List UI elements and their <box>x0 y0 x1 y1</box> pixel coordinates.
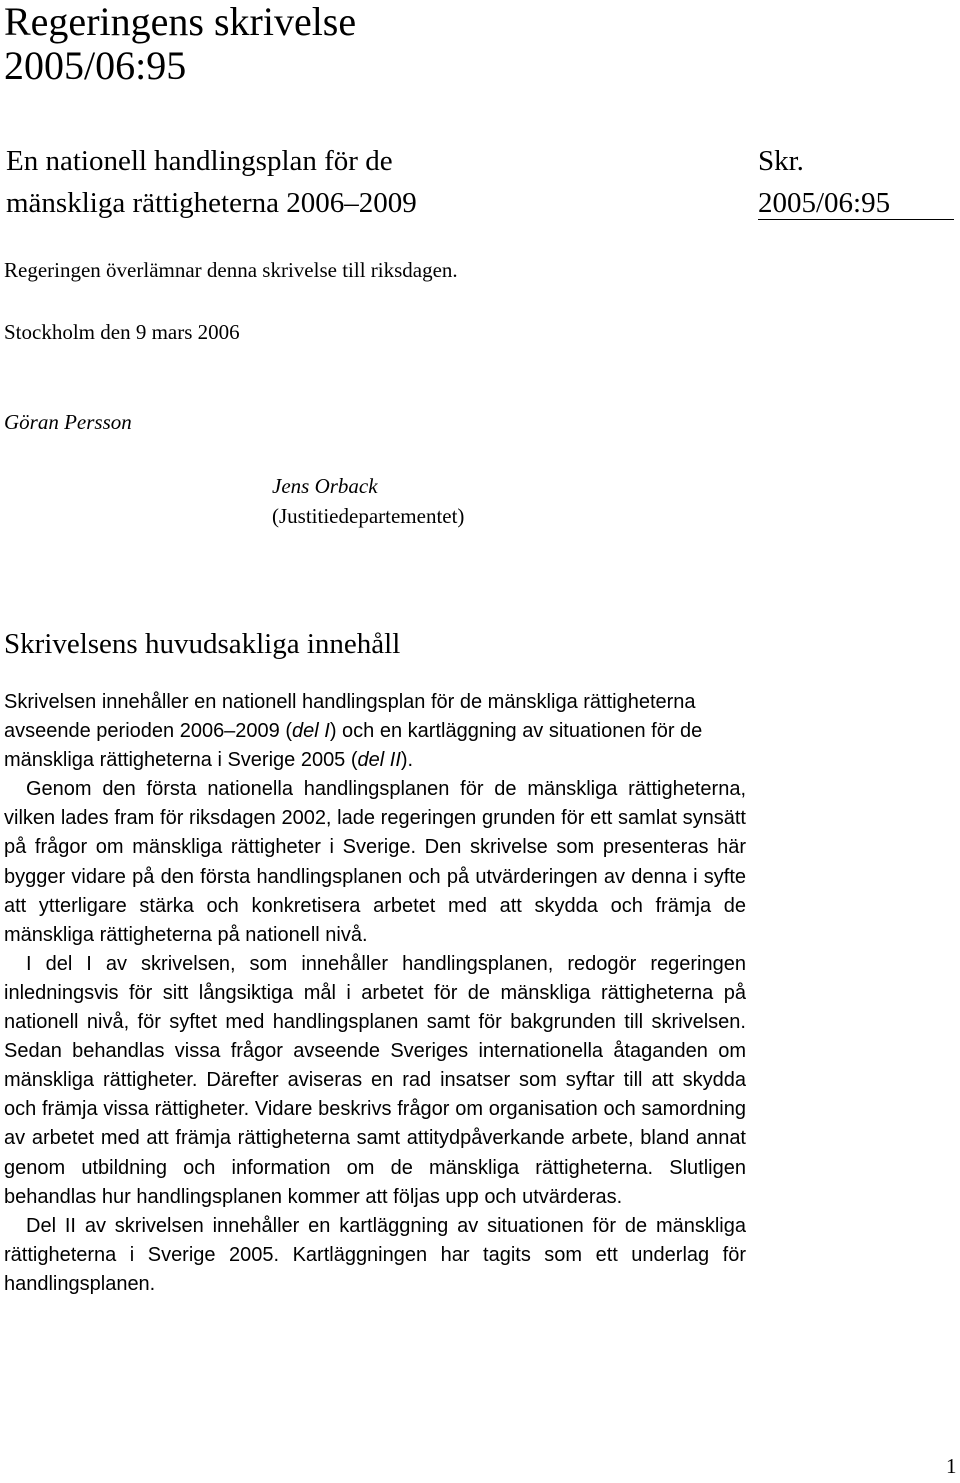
summary-paragraph-4: Del II av skrivelsen innehåller en kartläggning av situationen för de mänskliga rättigheterna i Sverige 2005. Kartläggningen har tagits som ett underlag för handlingsplanen. <box>4 1214 746 1295</box>
document-title-line-1: Regeringens skrivelse <box>4 0 357 44</box>
document-title <box>4 0 356 88</box>
subject-title <box>6 140 417 224</box>
place-and-date: Stockholm den 9 mars 2006 <box>4 320 240 344</box>
header-rule <box>758 219 954 220</box>
subject-title-line-1: En nationell handlingsplan för de <box>6 145 393 177</box>
department-name: (Justitiedepartementet) <box>272 504 465 528</box>
signatory-minister: Jens Orback <box>272 474 378 498</box>
document-reference <box>758 140 890 224</box>
summary-paragraph-2: Genom den första nationella handlingsplanen för de mänskliga rättigheterna, vilken lades fram för riksdagen 2002, lade regeringen grunden för ett samlat synsätt på frågor om mänskliga rättigheter i Sverige. Den skrivelse som presenteras här bygger vidare på den första handlingsplanen och på utvärderingen av denna i syfte att ytterligare stärka och konkretisera arbetet med att skydda och främja de mänskliga rättigheterna på nationell nivå. <box>4 778 746 946</box>
summary-body <box>4 688 746 1299</box>
summary-paragraph-1 <box>4 688 746 775</box>
handover-statement: Regeringen överlämnar denna skrivelse till riksdagen. <box>4 258 458 282</box>
subject-title-line-2: mänskliga rättigheterna 2006–2009 <box>6 187 417 219</box>
reference-line-1: Skr. <box>758 145 804 177</box>
p1-emphasis-del-ii: del II <box>357 749 401 772</box>
document-header <box>0 140 960 222</box>
signatory-prime-minister: Göran Persson <box>4 410 132 434</box>
reference-line-2: 2005/06:95 <box>758 187 891 219</box>
p1-text-c: ) och en kartläggning av situationen för de mänskliga rättigheterna i Sverige 2005 ( <box>4 720 703 772</box>
p1-text-e: ). <box>400 749 414 772</box>
p1-emphasis-del-i: del I <box>292 720 330 743</box>
summary-paragraph-3: I del I av skrivelsen, som innehåller handlingsplanen, redogör regeringen inledningsvis för sitt långsiktiga mål i arbetet för de mänskliga rättigheterna på nationell nivå, för syftet med handlingsplanen samt för bakgrunden till skrivelsen. Sedan behandlas vissa frågor avseende Sveriges internationella åtaganden om mänskliga rättigheter. Därefter aviseras en rad insatser som syftar till att skydda och främja vissa rättigheter. Vidare beskrivs frågor om organisation och samordning av arbetet med att främja rättigheterna samt attitydpåverkande arbete, bland annat genom utbildning och information om de mänskliga rättigheterna. Slutligen behandlas hur handlingsplanen kommer att följas upp och utvärderas. <box>4 952 746 1208</box>
section-heading: Skrivelsens huvudsakliga innehåll <box>4 628 401 660</box>
document-title-line-2: 2005/06:95 <box>4 43 187 88</box>
page-number: 1 <box>946 1454 957 1478</box>
p1-text-a: Skrivelsen innehåller en nationell handlingsplan för de mänskliga rättigheterna avseende perioden 2006–2009 ( <box>4 691 696 743</box>
